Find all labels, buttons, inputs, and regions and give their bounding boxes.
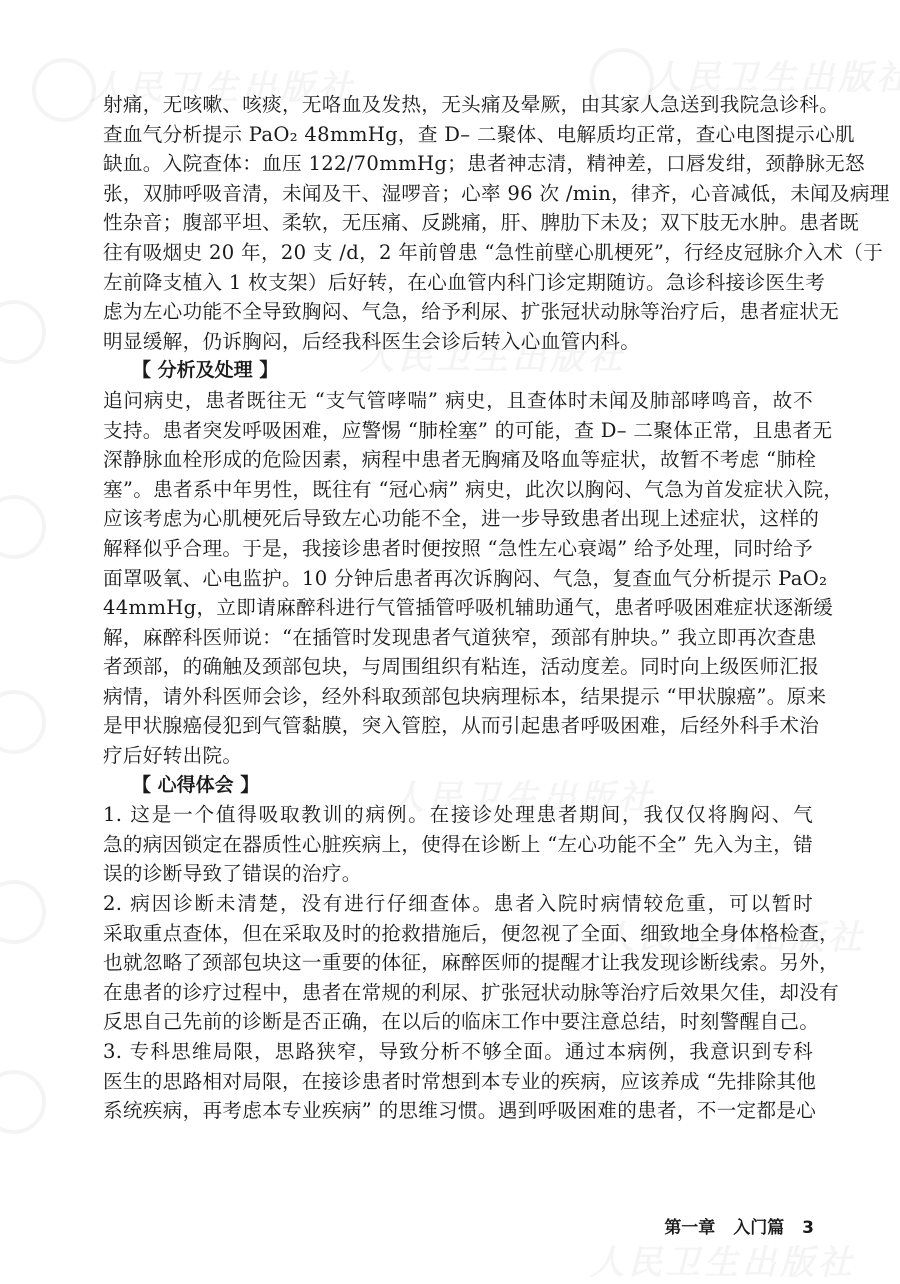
- text-line: 塞”。患者系中年男性，既往有 “冠心病” 病史，此次以胸闷、气急为首发症状入院，: [103, 477, 844, 501]
- text-line: 医生的思路相对局限，在接诊患者时常想到本专业的疾病，应该养成 “先排除其他: [103, 1069, 817, 1093]
- text-line: 往有吸烟史 20 年，20 支 /d，2 年前曾患 “急性前壁心肌梗死”，行经皮冠脉介入术（于: [103, 240, 883, 264]
- text-line: 急的病因锁定在器质性心脏疾病上，使得在诊断上 “左心功能不全” 先入为主，错: [103, 832, 814, 856]
- publisher-seal-watermark: [0, 880, 46, 944]
- page-number: 3: [802, 1218, 814, 1238]
- text-line: 反思自己先前的诊断是否正确，在以后的临床工作中要注意总结，时刻警醒自己。: [103, 1010, 820, 1034]
- text-line: 追问病史，患者既往无 “支气管哮喘” 病史，且查体时未闻及肺部哮鸣音，故不: [103, 388, 813, 412]
- text-line: 44mmHg，立即请麻醉科进行气管插管呼吸机辅助通气，患者呼吸困难症状逐渐缓: [103, 596, 834, 620]
- text-line: 左前降支植入 1 枚支架）后好转，在心血管内科门诊定期随访。急诊科接诊医生考: [103, 270, 826, 294]
- publisher-seal-watermark: [0, 1070, 46, 1134]
- text-line: 面罩吸氧、心电监护。10 分钟后患者再次诉胸闷、气急，复查血气分析提示 PaO₂: [103, 566, 828, 590]
- page-footer: [664, 1213, 814, 1238]
- section-heading-experience: 【 心得体会 】: [132, 773, 260, 796]
- publisher-seal-watermark: [32, 58, 96, 122]
- page-body: [103, 90, 890, 1126]
- experience-paragraph: [103, 800, 840, 1126]
- publisher-watermark: [590, 1235, 856, 1284]
- publisher-seal-watermark: [0, 300, 46, 364]
- footer-chapter: 第一章: [664, 1218, 716, 1238]
- text-line: 在患者的诊疗过程中，患者在常规的利尿、扩张冠状动脉等治疗后效果欠佳，却没有: [103, 980, 840, 1004]
- text-line: 射痛，无咳嗽、咳痰，无咯血及发热，无头痛及晕厥，由其家人急送到我院急诊科。: [103, 93, 840, 116]
- analysis-paragraph: [103, 386, 844, 771]
- text-line: 1. 这是一个值得吸取教训的病例。在接诊处理患者期间，我仅仅将胸闷、气: [103, 803, 813, 827]
- text-line: 缺血。入院查体：血压 122/70mmHg；患者神志清，精神差，口唇发绀，颈静脉无怒: [103, 152, 865, 176]
- text-line: 解，麻醉科医师说：“在插管时发现患者气道狭窄，颈部有肿块。” 我立即再次查患: [103, 625, 817, 649]
- text-line: 3. 专科思维局限，思路狭窄，导致分析不够全面。通过本病例，我意识到专科: [103, 1040, 813, 1063]
- text-line: 病情，请外科医师会诊，经外科取颈部包块病理标本，结果提示 “甲状腺癌”。原来: [103, 684, 827, 708]
- text-line: 疗后好转出院。: [103, 744, 243, 768]
- text-line: 也就忽略了颈部包块这一重要的体征，麻醉医师的提醒才让我发现诊断线索。另外，: [103, 951, 840, 975]
- text-line: 应该考虑为心肌梗死后导致左心功能不全，进一步导致患者出现上述症状，这样的: [103, 507, 820, 531]
- text-line: 解释似乎合理。于是，我接诊患者时便按照 “急性左心衰竭” 给予处理，同时给予: [103, 536, 814, 560]
- text-line: 者颈部，的确触及颈部包块，与周围组织有粘连，活动度差。同时向上级医师汇报: [103, 655, 820, 679]
- text-line: 虑为左心功能不全导致胸闷、气急，给予利尿、扩张冠状动脉等治疗后，患者症状无: [103, 300, 840, 324]
- text-line: 深静脉血栓形成的危险因素，病程中患者无胸痛及咯血等症状，故暂不考虑 “肺栓: [103, 448, 817, 472]
- text-line: 明显缓解，仍诉胸闷，后经我科医生会诊后转入心血管内科。: [103, 329, 641, 353]
- section-heading-analysis: 【 分析及处理 】: [132, 359, 279, 382]
- text-line: 误的诊断导致了错误的治疗。: [103, 862, 362, 886]
- text-line: 采取重点查体，但在采取及时的抢救措施后，便忽视了全面、细致地全身体格检查，: [103, 921, 840, 945]
- text-line: 性杂音；腹部平坦、柔软，无压痛、反跳痛，肝、脾肋下未及；双下肢无水肿。患者既: [103, 211, 859, 235]
- text-line: 支持。患者突发呼吸困难，应警惕 “肺栓塞” 的可能，查 D– 二聚体正常，且患者无: [103, 418, 833, 442]
- publisher-seal-watermark: [0, 495, 46, 559]
- text-line: 系统疾病，再考虑本专业疾病” 的思维习惯。遇到呼吸困难的患者，不一定都是心: [103, 1099, 817, 1123]
- case-paragraph: [103, 90, 890, 356]
- text-line: 是甲状腺癌侵犯到气管黏膜，突入管腔，从而引起患者呼吸困难，后经外科手术治: [103, 714, 820, 738]
- publisher-seal-watermark: [0, 690, 46, 754]
- text-line: 查血气分析提示 PaO₂ 48mmHg，查 D– 二聚体、电解质均正常，查心电图提示心肌: [103, 122, 855, 146]
- footer-section: 入门篇: [733, 1218, 785, 1238]
- text-line: 张，双肺呼吸音清，未闻及干、湿啰音；心率 96 次 /min，律齐，心音减低，未闻及病理: [103, 181, 890, 205]
- text-line: 2. 病因诊断未清楚，没有进行仔细查体。患者入院时病情较危重，可以暂时: [103, 892, 813, 916]
